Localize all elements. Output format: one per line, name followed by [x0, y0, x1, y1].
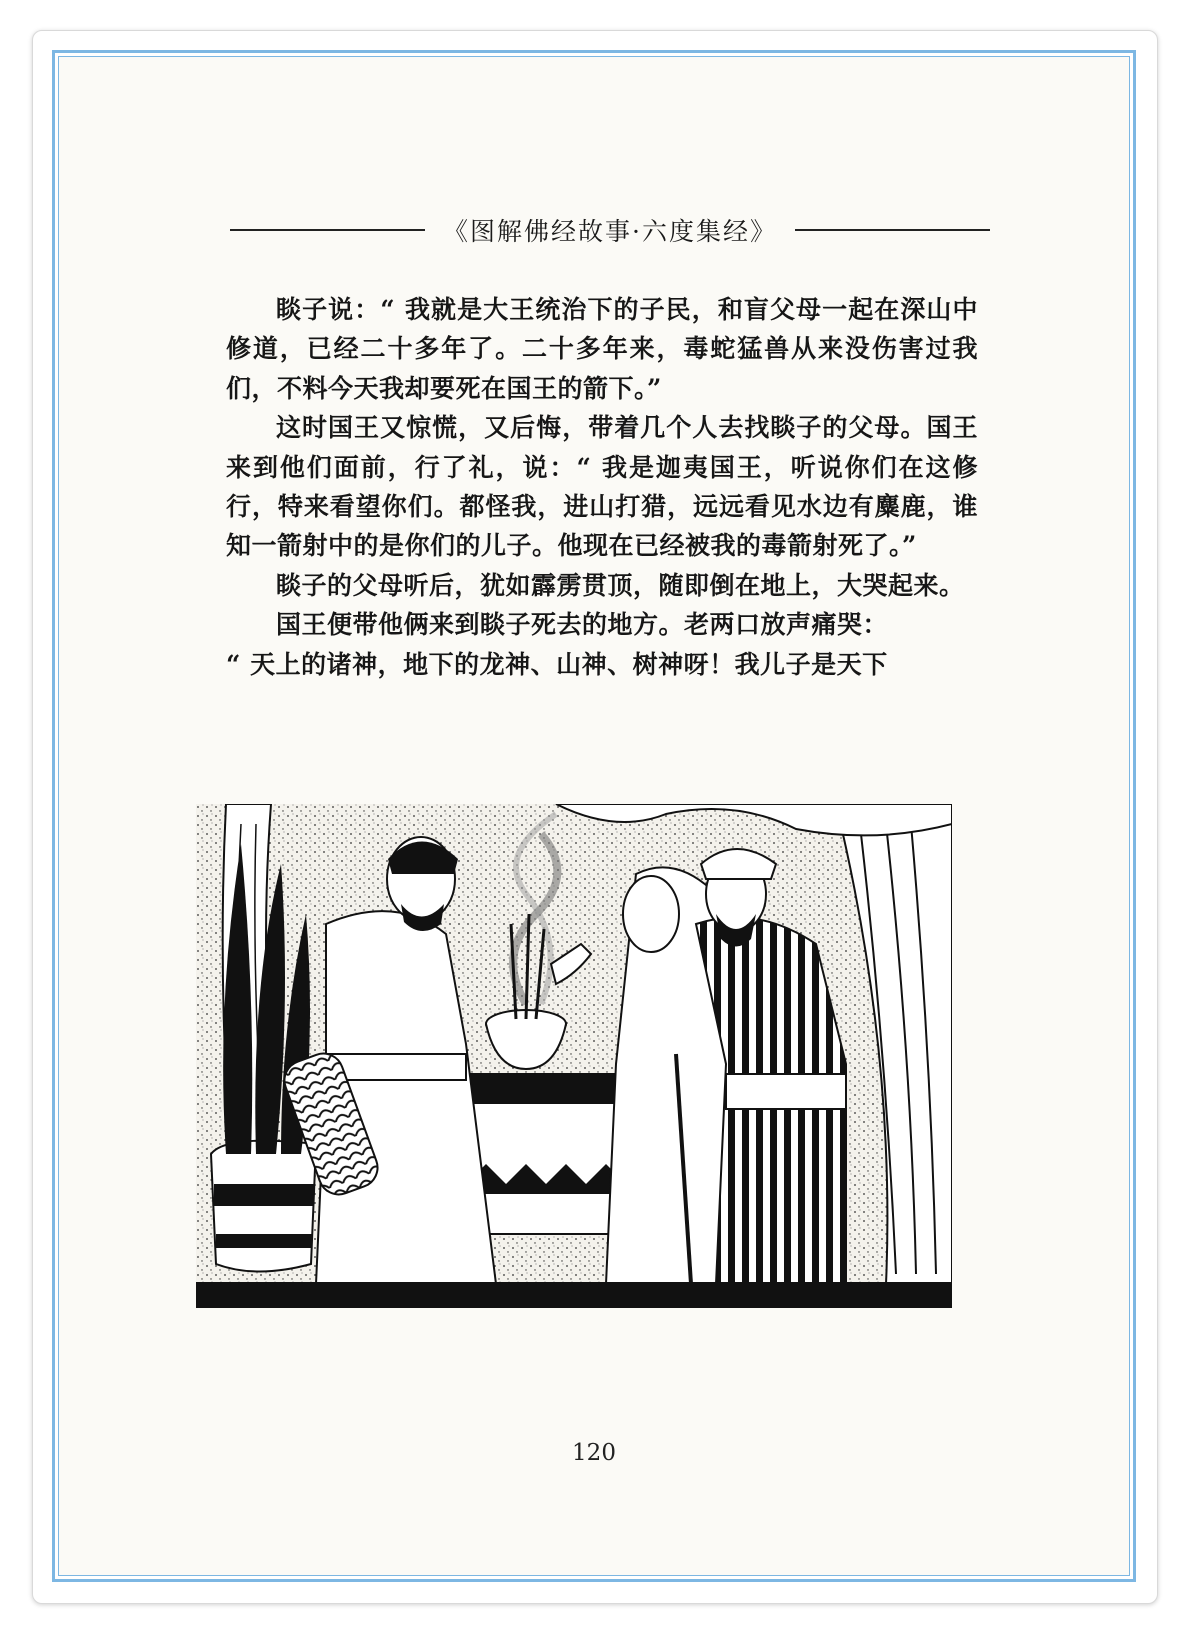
paragraph: 这时国王又惊慌，又后悔，带着几个人去找睒子的父母。国王来到他们面前，行了礼，说：“ 我是迦夷国王，听说你们在这修行，特来看望你们。都怪我，进山打猎，远远看见水边有麋鹿，谁知一箭射中的是你们的儿子。他现在已经被我的毒箭射死了。”	[226, 413, 978, 561]
header-rule-left	[230, 229, 425, 231]
illustration-drawing	[196, 804, 952, 1308]
story-illustration	[196, 804, 952, 1308]
running-header	[230, 212, 990, 248]
paragraph: “ 天上的诸神，地下的龙神、山神、树神呀！我儿子是天下	[226, 649, 888, 679]
paragraph: 睒子的父母听后，犹如霹雳贯顶，随即倒在地上，大哭起来。	[276, 570, 965, 600]
body-text	[226, 290, 978, 684]
paragraph: 睒子说：“ 我就是大王统治下的子民，和盲父母一起在深山中修道，已经二十多年了。二十多年来，毒蛇猛兽从来没伤害过我们，不料今天我却要死在国王的箭下。”	[226, 295, 978, 403]
paragraph: 国王便带他俩来到睒子死去的地方。老两口放声痛哭：	[276, 610, 889, 640]
header-title: 《图解佛经故事·六度集经》	[443, 217, 777, 246]
page-number: 120	[572, 1440, 616, 1466]
header-rule-right	[795, 229, 990, 231]
